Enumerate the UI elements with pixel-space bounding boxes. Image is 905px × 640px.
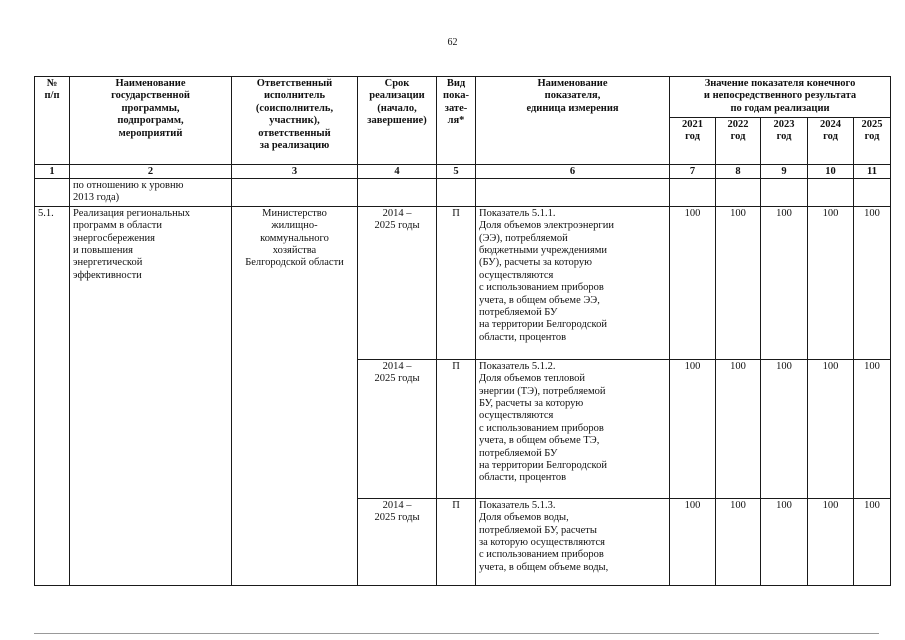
indicator-value-2022: 100	[716, 359, 761, 498]
indicator-type: П	[437, 206, 476, 359]
header-executor: Ответственный исполнитель (соисполнитель, участник), ответственный за реализацию	[232, 77, 358, 165]
measure-name: Реализация региональных программ в области энергосбережения и повышения энергетической эффективности	[70, 206, 232, 585]
column-number: 6	[476, 165, 670, 179]
column-number: 2	[70, 165, 232, 179]
indicator-value-2024: 100	[808, 359, 854, 498]
indicator-period: 2014 – 2025 годы	[358, 359, 437, 498]
header-period: Срок реализации (начало, завершение)	[358, 77, 437, 165]
column-number: 7	[670, 165, 716, 179]
indicator-value-2021: 100	[670, 498, 716, 585]
column-number: 4	[358, 165, 437, 179]
column-number: 10	[808, 165, 854, 179]
header-year-2021: 2021 год	[670, 118, 716, 165]
empty-cell	[854, 179, 891, 207]
indicator-period: 2014 – 2025 годы	[358, 498, 437, 585]
indicator-value-2021: 100	[670, 206, 716, 359]
page-bottom-rule	[34, 633, 879, 634]
page-number: 62	[447, 37, 458, 48]
empty-cell	[476, 179, 670, 207]
continuation-number-cell	[35, 179, 70, 207]
indicator-name: Показатель 5.1.1. Доля объемов электроэнергии (ЭЭ), потребляемой бюджетными учреждениями (БУ), расчеты за которую осуществляются с использованием приборов учета, в общем объеме ЭЭ, потребляемой БУ на территории Белгородской области, процентов	[476, 206, 670, 359]
header-year-2024: 2024 год	[808, 118, 854, 165]
empty-cell	[761, 179, 808, 207]
header-year-2022: 2022 год	[716, 118, 761, 165]
indicator-name: Показатель 5.1.3. Доля объемов воды, потребляемой БУ, расчеты за которую осуществляются с использованием приборов учета, в общем объеме воды,	[476, 498, 670, 585]
empty-cell	[437, 179, 476, 207]
empty-cell	[232, 179, 358, 207]
indicator-type: П	[437, 498, 476, 585]
indicator-value-2025: 100	[854, 498, 891, 585]
indicator-value-2022: 100	[716, 206, 761, 359]
header-indicator-name: Наименование показателя, единица измерения	[476, 77, 670, 165]
indicators-table	[34, 76, 891, 586]
column-number: 5	[437, 165, 476, 179]
header-year-2025: 2025 год	[854, 118, 891, 165]
indicator-value-2024: 100	[808, 498, 854, 585]
indicator-value-2023: 100	[761, 206, 808, 359]
column-number: 3	[232, 165, 358, 179]
header-indicator-type: Вид пока- зате- ля*	[437, 77, 476, 165]
column-number: 8	[716, 165, 761, 179]
measure-number: 5.1.	[35, 206, 70, 585]
indicator-value-2023: 100	[761, 498, 808, 585]
header-number: № п/п	[35, 77, 70, 165]
column-number-row	[35, 165, 891, 179]
indicator-row	[35, 206, 891, 359]
continuation-text: по отношению к уровню 2013 года)	[70, 179, 232, 207]
indicator-value-2025: 100	[854, 359, 891, 498]
indicator-value-2025: 100	[854, 206, 891, 359]
measure-executor: Министерство жилищно- коммунального хозяйства Белгородской области	[232, 206, 358, 585]
header-row-top	[35, 77, 891, 118]
indicator-value-2021: 100	[670, 359, 716, 498]
indicator-name: Показатель 5.1.2. Доля объемов тепловой энергии (ТЭ), потребляемой БУ, расчеты за которую осуществляются с использованием приборов учета, в общем объеме ТЭ, потребляемой БУ на территории Белгородской области, процентов	[476, 359, 670, 498]
header-program-name: Наименование государственной программы, подпрограмм, мероприятий	[70, 77, 232, 165]
indicator-value-2023: 100	[761, 359, 808, 498]
empty-cell	[358, 179, 437, 207]
empty-cell	[670, 179, 716, 207]
column-number: 9	[761, 165, 808, 179]
column-number: 11	[854, 165, 891, 179]
empty-cell	[808, 179, 854, 207]
indicator-value-2024: 100	[808, 206, 854, 359]
indicator-type: П	[437, 359, 476, 498]
indicator-value-2022: 100	[716, 498, 761, 585]
continuation-row	[35, 179, 891, 207]
header-values-group: Значение показателя конечного и непосредственного результата по годам реализации	[670, 77, 891, 118]
empty-cell	[716, 179, 761, 207]
column-number: 1	[35, 165, 70, 179]
indicator-period: 2014 – 2025 годы	[358, 206, 437, 359]
header-year-2023: 2023 год	[761, 118, 808, 165]
